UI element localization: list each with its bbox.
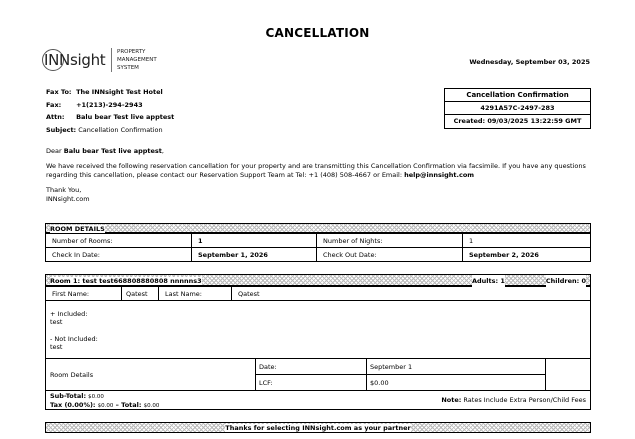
last-name-label: Last Name:	[159, 287, 232, 301]
page-title: CANCELLATION	[265, 26, 370, 40]
support-email-link[interactable]: help@innsight.com	[404, 171, 475, 179]
num-nights-label: Number of Nights:	[317, 234, 463, 248]
lcf-label: LCF:	[256, 375, 367, 391]
subtotal-line: Sub-Total: $0.00	[50, 392, 104, 400]
tax-total-line: Tax (0.00%): $0.00 – Total: $0.00	[50, 401, 160, 409]
innsight-logo	[44, 46, 184, 74]
date-label: Date:	[256, 359, 367, 375]
lcf-value: $0.00	[367, 375, 546, 391]
attn-label: Attn:	[46, 113, 65, 121]
num-rooms-value: 1	[192, 234, 317, 248]
included-label: + Included:	[50, 310, 88, 318]
included-value: test	[50, 318, 63, 326]
attn-value: Balu bear Test live apptest	[76, 113, 175, 121]
rates-note: Note: Rates Include Extra Person/Child Fees	[441, 396, 586, 404]
greeting: Dear Balu bear Test live apptest,	[46, 147, 164, 155]
num-rooms-label: Number of Rooms:	[46, 234, 192, 248]
signoff-line: INNsight.com	[46, 195, 90, 203]
first-name-value: Qatest	[122, 287, 159, 301]
fax-to-value: The INNsight Test Hotel	[76, 88, 163, 96]
table-row	[46, 287, 591, 301]
room-1-bar	[45, 274, 591, 286]
room-rates-table	[45, 358, 591, 391]
thanks-line: Thank You,	[46, 186, 82, 194]
rates-empty-cell	[546, 359, 591, 391]
fax-to-label: Fax To:	[46, 88, 72, 96]
letter-paragraph: We have received the following reservation cancellation for your property and are transmitting this Cancellation Confirmation via facsimile. If you have any questions regarding this cancellation, please contact our Reservation Support Team at Tel: +1 (408) 508-4667 or Email: help@innsight.com	[46, 162, 586, 179]
children-count: Children: 0	[545, 277, 586, 285]
first-name-label: First Name:	[46, 287, 122, 301]
room-1-section	[45, 274, 591, 410]
fax-number-value: +1(213)-294-2943	[76, 100, 143, 109]
confirmation-heading: Cancellation Confirmation	[445, 89, 590, 102]
last-name-value: Qatest	[232, 287, 591, 301]
checkout-label: Check Out Date:	[317, 248, 463, 262]
fax-number-label: Fax:	[46, 100, 62, 109]
confirmation-box	[444, 88, 591, 129]
adults-count: Adults: 1	[472, 277, 505, 285]
room-1-title: Room 1: test test668808880808 nnnnns3	[50, 277, 202, 285]
subject-label: Subject:	[46, 125, 77, 134]
room-details-bar: ROOM DETAILS	[45, 223, 591, 233]
totals-block	[45, 391, 591, 410]
room-details-table	[45, 233, 591, 262]
letter-body	[46, 147, 591, 204]
fax-header	[46, 86, 174, 136]
confirmation-created: Created: 09/03/2025 13:22:59 GMT	[453, 117, 582, 125]
logo-subtitle: PROPERTY MANAGEMENT SYSTEM	[111, 48, 157, 72]
guest-name-table	[45, 286, 591, 301]
footer-bar	[45, 422, 591, 433]
not-included-value: test	[50, 343, 63, 351]
checkin-label: Check In Date:	[46, 248, 192, 262]
date-value: September 1	[367, 359, 546, 375]
footer-text: Thanks for selecting INNsight.com as your partner	[225, 424, 411, 432]
table-row	[46, 234, 591, 248]
document-date: Wednesday, September 03, 2025	[469, 58, 590, 66]
logo-wordmark: INNsight	[44, 51, 106, 69]
checkin-value: September 1, 2026	[192, 248, 317, 262]
checkout-value: September 2, 2026	[463, 248, 591, 262]
subject-value: Cancellation Confirmation	[78, 125, 163, 134]
confirmation-number: 4291A57C-2497-283	[445, 102, 590, 115]
not-included-label: - Not Included:	[50, 335, 98, 343]
room-details-label: Room Details	[46, 359, 256, 391]
table-row	[46, 359, 591, 375]
inclusions-block	[45, 301, 591, 358]
table-row	[46, 248, 591, 262]
num-nights-value: 1	[463, 234, 591, 248]
room-details-section	[45, 223, 591, 262]
